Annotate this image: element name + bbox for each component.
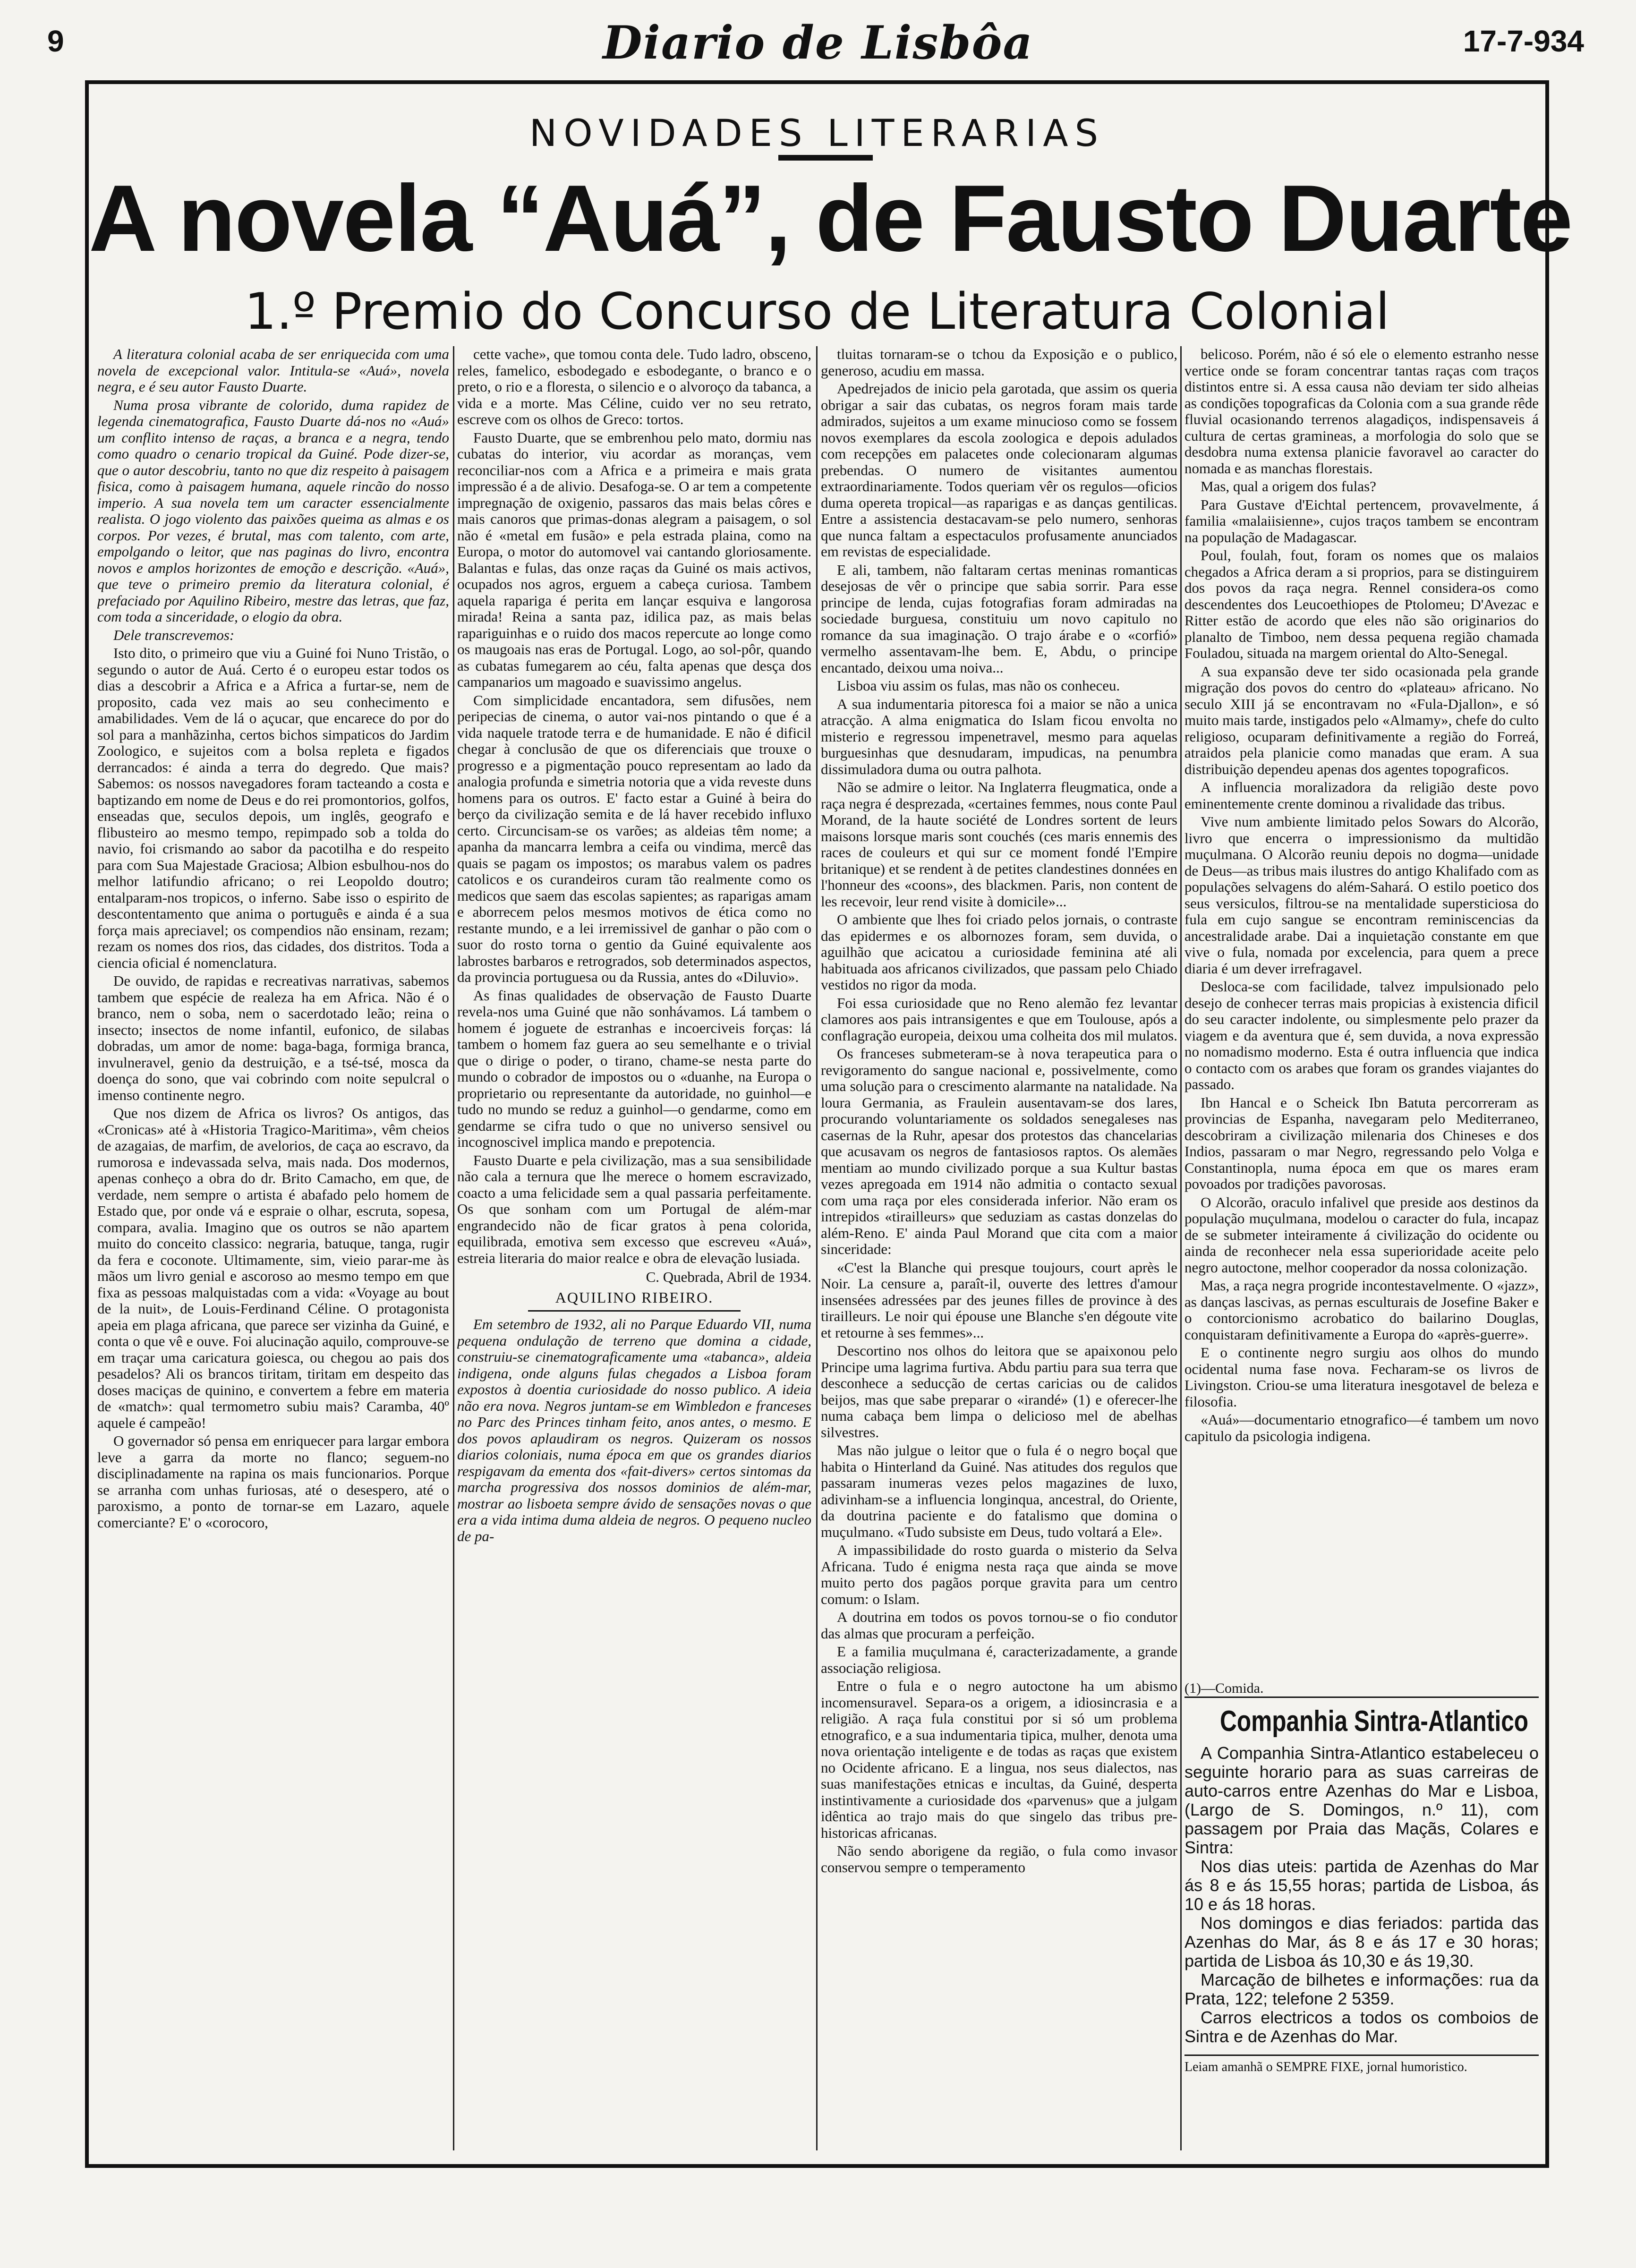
body-paragraph: A impassibilidade do rosto guarda o misterio da Selva Africana. Tudo é enigma nesta raça que ainda se move muito perto dos pagãos porque gravita para um centro comum: o Islam. [821, 1542, 1177, 1607]
body-paragraph: Entre o fula e o negro autoctone ha um abismo incomensuravel. Separa-os a origem, a idiosincrasia e a religião. A raça fula constitui por si só um problema etnografico, e a sua indumentaria tipica, mulher, denota uma nova orientação inteligente e de todas as raças que existem no Ocidente africano. E a lingua, nos seus dialectos, nas suas manifestações etnicas e incultas, da Guiné, desperta instintivamente a curiosidade dos «parvenus» que a julgam idêntica ao trajo mais do que singelo das tribus pre-historicas africanas. [821, 1678, 1177, 1841]
body-paragraph: A influencia moralizadora da religião deste povo eminentemente crente dominou a rivalidade das tribus. [1184, 779, 1539, 812]
body-paragraph: As finas qualidades de observação de Fausto Duarte revela-nos uma Guiné que não sonhávamos. Lá tambem o homem é joguete de estranhas e incoerciveis forças: lá tambem o homem faz guera ao seu semelhante e o trivial que o dirige o poder, o tirano, chame-se nesta parte do mundo o cobrador de impostos ou o «duanhe, na Europa o proprietario ou representante da autoridade, no guinhol—e tudo no mundo se reduz a guinhol—o gendarme, como em gendarme se cifra tudo o que no universo sensivel ou incognoscivel implica mando e prepotencia. [457, 987, 811, 1150]
advert-paragraph: Marcação de bilhetes e informações: rua da Prata, 122; telefone 2 5359. [1184, 1970, 1539, 2008]
column-2 [457, 346, 811, 2150]
body-paragraph: Lisboa viu assim os fulas, mas não os conheceu. [837, 677, 1120, 694]
intro-paragraph: Numa prosa vibrante de colorido, duma rapidez de legenda cinematografica, Fausto Duarte dá-nos no «Auá» um conflito intenso de raças, a branca e a negra, tendo como quadro o cenario tropical da Guiné. Pode dizer-se, que o autor descobriu, tanto no que diz respeito à paisagem fisica, como à paisagem humana, aquele rincão do nosso imperio. A sua novela tem um caracter essencialmente realista. O jogo violento das paixões queima as almas e os corpos. Por vezes, é brutal, mas com talento, com arte, empolgando o leitor, que nas paginas do livro, encontra novos e amplos horizontes de emoção e descrição. «Auá», que teve o primeiro premio da literatura colonial, é prefaciado por Aquilino Ribeiro, mestre das letras, que faz, com toda a sinceridade, o elogio da obra. [97, 396, 449, 625]
subheadline: 1.º Premio do Concurso de Literatura Colonial [244, 282, 1390, 341]
body-paragraph: Com simplicidade encantadora, sem difusões, nem peripecias de cinema, o autor vai-nos pintando o que é a vida naquele tratode terra e de humanidade. E não é dificil chegar à conclusão de que os diferenciais que trouxe o progresso e a pigmentação pouco representam ao lado da analogia profunda e simetria notoria que a vida reveste duns homens para os outros. E' facto estar a Guiné à beira do berço da civilização semita e de lá haver recebido influxo certo. Circuncisam-se os varões; as aldeias têm nome; a apanha da mancarra lembra a ceifa ou vindima, mercê das quais se pagam os impostos; os marabus valem os padres catolicos e os curandeiros curam tão realmente como os medicos que saem das escolas sapientes; as raparigas amam e aborrecem pelos mesmos motivos de ética como no restante mundo, e a lei irremissivel de ganhar o pão com o suor do rosto torna o gentio da Guiné equivalente aos labrostes barbaros e retrogrados, sob determinados aspectos, da provincia portuguesa ou da Russia, antes do «Diluvio». [457, 691, 811, 985]
body-paragraph: Foi essa curiosidade que no Reno alemão fez levantar clamores aos pais intransigentes e que em Toulouse, após a conflagração europeia, deixou uma colheita dos mil mulatos. [821, 994, 1177, 1044]
body-paragraph: Vive num ambiente limitado pelos Sowars do Alcorão, livro que encerra o impressionismo da multidão muçulmana. O Alcorão reuniu depois no dogma—unidade de Deus—as tribus mais ilustres do antigo Khalifado com as populações selvagens do além-Sahará. O estilo poetico dos seus versiculos, filtrou-se na mentalidade supersticiosa do fula em cujo sangue se encontram reminiscencias da ancestralidade arabe. Dai a inquietação constante em que vive o fula, nomada por excelencia, para quem a prece diaria é um dever irrefragavel. [1184, 813, 1539, 977]
column-divider [453, 346, 454, 2150]
column-3 [821, 346, 1177, 2150]
body-paragraph: Para Gustave d'Eichtal pertencem, provavelmente, á familia «malaiisienne», cujos traços tambem se encontram na população de Madagascar. [1184, 496, 1539, 546]
body-paragraph: Os franceses submeteram-se à nova terapeutica para o revigoramento do sangue nacional e, possivelmente, como uma solução para o crescimento alarmante na natalidade. Na loura Germania, as Fraulein ausentavam-se dos lares, procurando voluntariamente os soldados senegaleses nas casernas de la Ruhr, apesar dos protestos das chancelarias que acusavam os negros de fantasiosos raptos. Os alemães mentiam ao mundo civilizado porque a sua Kultur bastas vezes apregoada em 1914 não admitia o contacto sexual com uma raça por eles considerada inferior. Não eram os intrepidos «tirailleurs» que seduziam as castas donzelas do além-Reno. E' ainda Paul Morand que cita com a maior sinceridade: [821, 1045, 1177, 1257]
footnote: (1)—Comida. [1184, 1680, 1264, 1696]
body-paragraph: belicoso. Porém, não é só ele o elemento estranho nesse vertice onde se foram concentrar tantas raças com traços distintos entre si. A essa causa não deviam ter sido alheias as condições topograficas da Colonia com a sua grande rêde fluvial ocasionando terrenos alagadiços, indispensaveis á cultura de certas gramineas, a morfologia do solo que se desdobra numa extensa planicie favoravel ao caracter do nomada e as manchas florestais. [1184, 346, 1539, 477]
signoff-place: C. Quebrada, Abril de 1934. [646, 1269, 811, 1285]
advert-paragraph: Carros electricos a todos os comboios de Sintra e de Azenhas do Mar. [1184, 2008, 1539, 2046]
signature: AQUILINO RIBEIRO. [555, 1288, 714, 1306]
column-divider [816, 346, 818, 2150]
body-paragraph: A sua indumentaria pitoresca foi a maior se não a unica atracção. A alma enigmatica do Islam ficou envolta no misterio e regressou impenetravel, mesmo para aquelas burguesinhas que desnudaram, impudicas, na penumbra dissimuladora duma ou outra palhota. [821, 695, 1177, 777]
advert-paragraph: Nos dias uteis: partida de Azenhas do Mar ás 8 e ás 15,55 horas; partida de Lisboa, ás 10 e ás 18 horas. [1184, 1857, 1539, 1914]
masthead [0, 0, 1636, 76]
body-paragraph: tluitas tornaram-se o tchou da Exposição e o publico, generoso, acudiu em massa. [821, 346, 1177, 379]
body-paragraph: Desloca-se com facilidade, talvez impulsionado pelo desejo de conhecer terras mais propicias à existencia dificil do seu caracter indolente, ou simplesmente pelo prazer da viagem e da aventura que é, sem duvida, a nova expressão no nomadismo moderno. Esta é outra influencia que indica o contacto com os arabes que foram os grandes viajantes do passado. [1184, 978, 1539, 1092]
intro-paragraph: Dele transcrevemos: [113, 626, 235, 643]
advert-rule [1184, 1697, 1539, 1698]
body-paragraph: Mas não julgue o leitor que o fula é o negro boçal que habita o Hinterland da Guiné. Nas atitudes dos regulos que passaram inumeras vezes pelos magazines de luxo, adivinham-se a influencia longinqua, ancestral, do Oriente, da doutrina paciente e do fatalismo que domina o muçulmano. «Tudo subsiste em Deus, tudo voltará a Ele». [821, 1442, 1177, 1540]
intro-paragraph: A literatura colonial acaba de ser enriquecida com uma novela de excepcional valor. Intitula-se «Auá», novela negra, e é seu autor Fausto Duarte. [97, 346, 449, 395]
body-paragraph: Fausto Duarte, que se embrenhou pelo mato, dormiu nas cubatas do interior, viu acordar as moranças, vem reconciliar-nos com a Africa e a primeira e mais grata impressão é a de alivio. Desafoga-se. O ar tem a competente impregnação de oxigenio, passaros das mais belas côres e mais canoros que primas-donas alegram a paisagem, o sol não é «metal em fusão» e pela estrada plaina, como na Europa, o motor do automovel vai cantando gloriosamente. Balantas e fulas, das onze raças da Guiné os mais activos, ocupados nos agros, erguem a cabeça curiosa. Tambem aquela rapariga é perita em lançar esquiva e langorosa mirada! Reina a santa paz, idilica paz, as mais belas rapariguinhas e o ruido dos macos repercute ao longe como os maugoais nas eras de Portugal. Logo, ao sol-pôr, quando as cubatas fumegarem ao céu, falta apenas que desça dos campanarios um magoado e suavissimo angelus. [457, 429, 811, 690]
body-paragraph: De ouvido, de rapidas e recreativas narrativas, sabemos tambem que espécie de realeza ha em Africa. Não é o branco, nem o soba, nem o sacerdotado leão; reina o insecto; insectos de nome infantil, eufonico, de silabas dobradas, um amor de nome: baga-baga, formiga branca, invulneravel, genio da destruição, e a tsé-tsé, mosca da doença do sono, que vai cobrindo com noite sepulcral o imenso continente negro. [97, 972, 449, 1103]
body-paragraph: Mas, a raça negra progride incontestavelmente. O «jazz», as danças lascivas, as pernas esculturais de Josefine Baker e o contorcionismo acrobatico do bailarino Douglas, conquistaram definitivamente a Europa do «après-guerre». [1184, 1277, 1539, 1343]
column-divider [1180, 346, 1182, 2150]
body-paragraph: E ali, tambem, não faltaram certas meninas romanticas desejosas de vêr o principe que sabia sorrir. Para esse principe de lenda, cujas fotografias foram admiradas na sociedade burguesa, constituiu um novo capitulo no romance da sua imaginação. O trajo árabe e o «corfió» vermelho assentavam-lhe bem. E, Abdu, o principe encantado, deixou uma noiva... [821, 561, 1177, 676]
signature-rule [528, 1310, 741, 1312]
body-paragraph: O ambiente que lhes foi criado pelos jornais, o contraste das epidermes e os albornozes foram, sem duvida, o aguilhão que acicatou a curiosidade feminina até ali habituada aos africanos civilizados, que passam pelo Chiado vestidos no rigor da moda. [821, 911, 1177, 993]
body-paragraph: Poul, foulah, fout, foram os nomes que os malaios chegados a Africa deram a si proprios, para se distinguirem dos povos da raça negra. Rennel considera-os como descendentes dos Leucoethiopes de Ptolomeu; D'Avezac e Ritter estão de acordo que eles não são originarios do planalto de Timboo, nem dessa pequena região chamada Fouladou, situada na margem oriental do Alto-Senegal. [1184, 547, 1539, 661]
body-paragraph: «C'est la Blanche qui presque toujours, court après le Noir. La censure a, paraît-il, ouverte des lettres d'amour insensées adressées par des jeunes filles de province à des tirailleurs. Le noir qui épouse une Blanche s'en dégoute vite et retourne à ses femmes»... [821, 1259, 1177, 1341]
section-divider [778, 155, 873, 161]
column-1 [97, 346, 449, 2150]
advert-body [1184, 1744, 1539, 2046]
body-paragraph: Não sendo aborigene da região, o fula como invasor conservou sempre o temperamento [821, 1842, 1177, 1876]
body-paragraph: Ibn Hancal e o Scheick Ibn Batuta percorreram as provincias de Espanha, navegaram pelo Mediterraneo, descobriram a civilização milenaria dos Chineses e dos Indios, passaram o mar Negro, regressando pelo Volga e Constantinopla, numa época em que os mares eram povoados por tradições pavorosas. [1184, 1094, 1539, 1192]
headline: A novela “Auá”, de Fausto Duarte [89, 166, 1572, 271]
issue-date: 17-7-934 [1463, 24, 1584, 58]
body-paragraph: A sua expansão deve ter sido ocasionada pela grande migração dos povos do centro do «plateau» africano. No seculo XIII já se encontravam no «Fula-Djallon», e só muito mais tarde, instigados pelo «Almamy», chefe do culto religioso, ocuparam definitivamente a região do Forreá, atraidos pela planicie como manadas que eram. A sua distribuição dependeu apenas dos agentes topograficos. [1184, 663, 1539, 777]
body-paragraph: O Alcorão, oraculo infalivel que preside aos destinos da população muçulmana, modelou o caracter do fula, incapaz de se submeter inteiramente á civilização do ocidente ou ainda de reconhecer nela essa superioridade aceite pelo negro autoctone, melhor cooperador da nossa colonização. [1184, 1194, 1539, 1276]
body-paragraph: Apedrejados de inicio pela garotada, que assim os queria obrigar a sair das cubatas, os negros foram mais tarde admirados, sujeitos a um exame minucioso como se fossem novos exemplares da escola zoologica e depois adulados com recepções em palacetes onde colecionaram algumas prebendas. O numero de visitantes aumentou extraordinariamente. Todos queriam vêr os regulos—oficios duma opereta tropical—as raparigas e as danças gentilicas. Entre a assistencia destacavam-se pelo numero, senhoras que nunca faltam a espectaculos profusamente anunciados em revistas de especialidade. [821, 380, 1177, 560]
advert-title: Companhia Sintra-Atlantico [1220, 1705, 1529, 1738]
body-paragraph: E o continente negro surgiu aos olhos do mundo ocidental numa fase nova. Fecharam-se os livros de Livingston. Criou-se uma literatura inesgotavel de beleza e filosofia. [1184, 1344, 1539, 1410]
body-paragraph: «Auá»—documentario etnografico—é tambem um novo capitulo da psicologia indigena. [1184, 1411, 1539, 1444]
body-paragraph: cette vache», que tomou conta dele. Tudo ladro, obsceno, reles, famelico, esbodegado e esbodegante, o branco e o preto, o rio e a floresta, o silencio e o alvoroço da tabanca, a vida e a morte. Mas Céline, cuido ver no seu retrato, escreve com os olhos de Greco: tortos. [457, 346, 811, 427]
section-label: NOVIDADES LITERARIAS [529, 112, 1105, 155]
page-number: 9 [47, 24, 64, 58]
advert-paragraph: A Companhia Sintra-Atlantico estabeleceu o seguinte horario para as suas carreiras de auto-carros entre Azenhas do Mar e Lisboa, (Largo de S. Domingos, n.º 11), com passagem por Praia das Maçãs, Colares e Sintra: [1184, 1743, 1539, 1857]
newspaper-name: Diario de Lisbôa [603, 16, 1033, 69]
body-paragraph: Fausto Duarte e pela civilização, mas a sua sensibilidade não cala a ternura que lhe merece o homem escravizado, coacto a uma felicidade sem a qual passaria perfeitamente. Os que sonham com um Portugal de além-mar engrandecido não de ficar gratos à pena colorida, equilibrada, emotiva sem excesso que escreveu «Auá», estreia literaria do maior realce e obra de elevação lusiada. [457, 1151, 811, 1266]
body-paragraph: Não se admire o leitor. Na Inglaterra fleugmatica, onde a raça negra é desprezada, «certaines femmes, nous conte Paul Morand, de la haute société de Londres sortent de leurs maisons lorsque maris sont couchés (ces maris ennemis des races de couleurs et qui sur ce moment fondé l'Empire britanique) et se rendent à de petites clandestines données en l'honneur des «coons», des blackmen. Paris, non content de les recevoir, leur rend visite à domicile»... [821, 779, 1177, 910]
body-paragraph: Descortino nos olhos do leitora que se apaixonou pelo Principe uma lagrima furtiva. Abdu partiu para sua terra que desconhece a seducção de certas caricias ou de calidos beijos, mas que sabe preparar o «irandé» (1) e oferecer-lhe numa cabaça bem limpa o delicioso mel de abelhas silvestres. [821, 1342, 1177, 1441]
advert-paragraph: Nos domingos e dias feriados: partida das Azenhas do Mar, ás 8 e ás 17 e 30 horas; partida de Lisboa ás 10,30 e ás 19,30. [1184, 1913, 1539, 1970]
body-paragraph: Isto dito, o primeiro que viu a Guiné foi Nuno Tristão, o segundo o autor de Auá. Certo é o europeu estar todos os dias a descobrir a Africa e a Africa a furtar-se, nem de proposito, cada vez mais ao seu conhecimento e amabilidades. Vem de lá o açucar, que encarece do por do sol para a manhãzinha, certos bichos simpaticos do Jardim Zoologico, e sujeitos com a bolsa repleta e figados derrancados: é ainda a terra do degredo. Que mais? Sabemos: os nossos navegadores foram tacteando a costa e baptizando em nome de Deus e do rei promontorios, golfos, enseadas que, seculos depois, um inglês, geografo e flibusteiro ao mesmo tempo, repimpado sob a tolda do navio, foi crismando ao sabor da pacotilha e do respeito para com Sua Majestade Graciosa; Albion esbulhou-nos do melhor latifundio africano; o rei Leopoldo doutro; entalparam-nos tropicos, o inferno. Sabe isso o espirito de descontentamento que anima o português e ainda é a sua força mais apreciavel; os compendios não ensinam, rezam; rezam os nomes dos rios, das cidades, dos distritos. Toda a ciencia oficial é nomenclatura. [97, 645, 449, 971]
body-paragraph: O governador só pensa em enriquecer para largar embora leve a garra da morte no flanco; seguem-no disciplinadamente na rapina os mais funcionarios. Porque se arranha com unhas furiosas, até o desespero, até o paroxismo, a ponto de tornar-se em Lazaro, aquele comerciante? E' o «corocoro, [97, 1432, 449, 1531]
body-paragraph: Mas, qual a origem dos fulas? [1201, 478, 1376, 495]
body-paragraph: A doutrina em todos os povos tornou-se o fio condutor das almas que procuram a perfeição. [821, 1609, 1177, 1642]
advertisement [1184, 1680, 1539, 2153]
notice: Leiam amanhã o SEMPRE FIXE, jornal humoristico. [1184, 2055, 1539, 2075]
body-paragraph: Que nos dizem de Africa os livros? Os antigos, das «Cronicas» até à «Historia Tragico-Maritima», vêm cheios de azagaias, de marfim, de avelorios, de caça ao escravo, da rumorosa e indevassada selva, mais nada. Dos modernos, apenas conheço a obra do dr. Brito Camacho, em que, de verdade, nem sempre o artista é abafado pelo homem de Estado que, por onde vá e espraie o olhar, escruta, sopesa, compara, avalia. Imagino que os outros se não apartem muito do conceito classico: negraria, batuque, tanga, rugir da fera e coconote. Ultimamente, sim, vieio parar-me às mãos um livro genial e ascoroso ao mesmo tempo em que fixa as pessoas malquistadas com a vida: «Voyage au bout de la nuit», de Louis-Ferdinand Céline. O protagonista apeia em plaga africana, que parece ser vizinha da Guiné, e conta o que vê e ouve. Foi alucinação aquilo, comprouve-se em traçar uma caricatura goiesca, ou chegou ao pais dos pesadelos? Ali os brancos tiritam, tiritam em despeito das doses maciças de quinino, e convertem a febre em materia de «match»: qual termometro subiu mais? Caramba, 40º aquele é campeão! [97, 1105, 449, 1431]
column-4 [1184, 346, 1539, 1669]
excerpt-paragraph: Em setembro de 1932, ali no Parque Eduardo VII, numa pequena ondulação de terreno que domina a cidade, construiu-se cinematograficamente uma «tabanca», aldeia indigena, onde alguns fulas chegados a Lisboa foram expostos à doentia curiosidade do nosso publico. A ideia não era nova. Negros juntam-se em Wimbledon e franceses no Parc des Princes tinham feito, anos antes, o mesmo. E dos povos aplaudiram os negros. Quizeram os nossos diarios coloniais, numa época em que os grandes diarios respigavam da ementa dos «fait-divers» certos sintomas da marcha progressiva dos nossos dominios de além-mar, mostrar ao lisboeta sempre ávido de sensações novas o que era a vida intima duma aldeia de negros. O pequeno nucleo de pa- [457, 1316, 811, 1544]
article-frame [85, 80, 1572, 2168]
body-paragraph: E a familia muçulmana é, caracterizadamente, a grande associação religiosa. [821, 1643, 1177, 1676]
